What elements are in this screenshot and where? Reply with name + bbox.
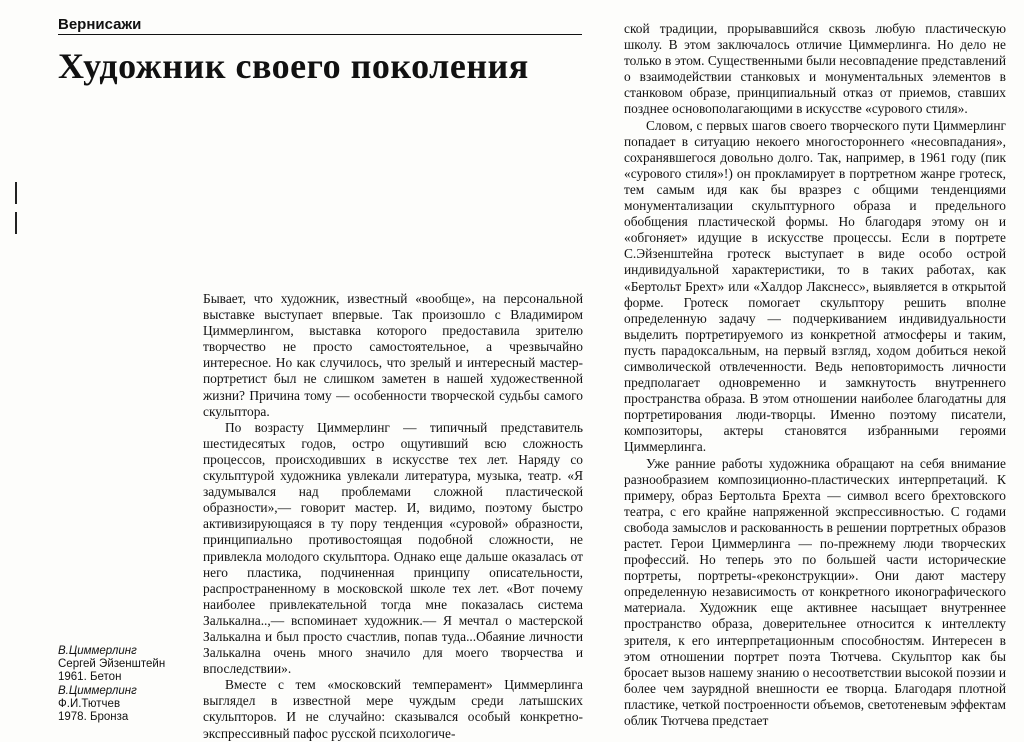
photo-caption [58, 685, 198, 724]
caption-author: В.Циммерлинг [58, 645, 137, 657]
caption-details: 1978. Бронза [58, 711, 129, 723]
middle-column [203, 291, 583, 741]
paragraph: По возрасту Циммерлинг — типичный представитель шестидесятых годов, остро ощутивший всю сложность процессов, происходивших в искусстве тех лет. Наряду со скульптурой художника увлекали литература, музыка, театр. «Я задумывался над проблемами сложной пластической образности»,— говорит мастер. И, видимо, поэтому быстро активизирующаяся в ту пору тенденция «суровой» образности, принципиально противостоящая подобной сложности, не привлекла молодого скульптора. Однако еще дальше оказалась от него пластика, подчиненная принципу описательности, распространенному в московской школе тех лет. «Вот почему наиболее привлекательной тогда мне показалась система Залькална..,— вспоминает художник.— Я мечтал о мастерской Залькална и был просто счастлив, попав туда...Обаяние личности Залькална очень много значило для моего творчества и впоследствии». [203, 419, 583, 677]
paragraph: Вместе с тем «московский темперамент» Циммерлинга выглядел в известной мере чуждым среди латышских скульпторов. И не случайно: сказывался особый конкретно-экспрессивный пафос русской психологиче- [203, 677, 583, 741]
header-rule [58, 34, 582, 35]
caption-details: 1961. Бетон [58, 671, 122, 683]
paragraph: Уже ранние работы художника обращают на себя внимание разнообразием композиционно-пластических интерпретаций. К примеру, образ Бертольта Брехта — символ всего брехтовского театра, с его крайне напряженной экспрессивностью. С годами свобода замыслов и раскованность в решении портретных образов растет. Герои Циммерлинга — по-прежнему люди творческих профессий. Но теперь это по большей части исторические портреты, портреты-«реконструкции». Они дают мастеру определенную независимость от конкретного иконографического материала. Художник еще активнее насыщает внутреннее пространство образа, доверительнее относится к интеллекту зрителя, к его интерпретационным способностям. Интересен в этом отношении портрет поэта Тютчева. Скульптор как бы бросает вызов нашему знанию о несоответствии высокой поэзии и более чем заурядной внешности ее творца. Благодаря плотной пластике, четкой построенности объемов, светотеневым эффектам облик Тютчева предстает [624, 455, 1006, 729]
article-title: Художник своего поколения [58, 46, 529, 86]
caption-subject: Ф.И.Тютчев [58, 698, 121, 710]
caption-author: В.Циммерлинг [58, 685, 137, 697]
paragraph: ской традиции, прорывавшийся сквозь любую пластическую школу. В этом заключалось отличие Циммерлинга. Но дело не только в этом. Существенными были несовпадение представлений о взаимодействии станковых и монументальных элементов в станковом образе, принципиальный отказ от приемов, ставших позднее основополагающими в искусстве «сурового стиля». [624, 21, 1006, 117]
photo-caption [58, 645, 198, 684]
margin-mark [15, 182, 17, 204]
right-column [624, 21, 1006, 729]
caption-subject: Сергей Эйзенштейн [58, 658, 166, 670]
paragraph: Словом, с первых шагов своего творческого пути Циммерлинг попадает в ситуацию некоего многостороннего «несовпадания», сохранявшегося довольно долго. Так, например, в 1961 году (пик «сурового стиля»!) он прокламирует в портретном жанре гротеск, тем самым идя как бы вразрез с общими тенденциями монументализации скульптурного образа и предельного обобщения пластической формы. Но благодаря этому он и «обгоняет» идущие в искусстве процессы. Если в портрете С.Эйзенштейна гротеск выступает в виде особо острой индивидуальной характеристики, то в таких работах, как «Бертольт Брехт» или «Халдор Лакснесс», выявляется в открытой форме. Гротеск помогает скульптору решить вполне определенную задачу — подчеркиванием индивидуальности выделить портретируемого из конкретной атмосферы и таким, пусть парадоксальным, на первый взгляд, ходом добиться некой символической отвлеченности. Ведь неповторимость личности предполагает одновременно и замкнутость внутреннего пространства образа. В этом отношении наиболее благодатны для портретирования люди-творцы. Именно поэтому писатели, композиторы, актеры становятся избранными героями Циммерлинга. [624, 117, 1006, 455]
margin-mark [15, 212, 17, 234]
section-rubric: Вернисажи [58, 16, 142, 33]
paragraph: Бывает, что художник, известный «вообще», на персональной выставке выступает впервые. Так произошло с Владимиром Циммерлингом, выставка которого предоставила зрителю творчество не просто самостоятельное, а чрезвычайно интересное. Но как случилось, что зрелый и интересный мастер-портретист был не слишком заметен в нашей художественной жизни? Причина тому — особенности творческой судьбы самого скульптора. [203, 291, 583, 419]
